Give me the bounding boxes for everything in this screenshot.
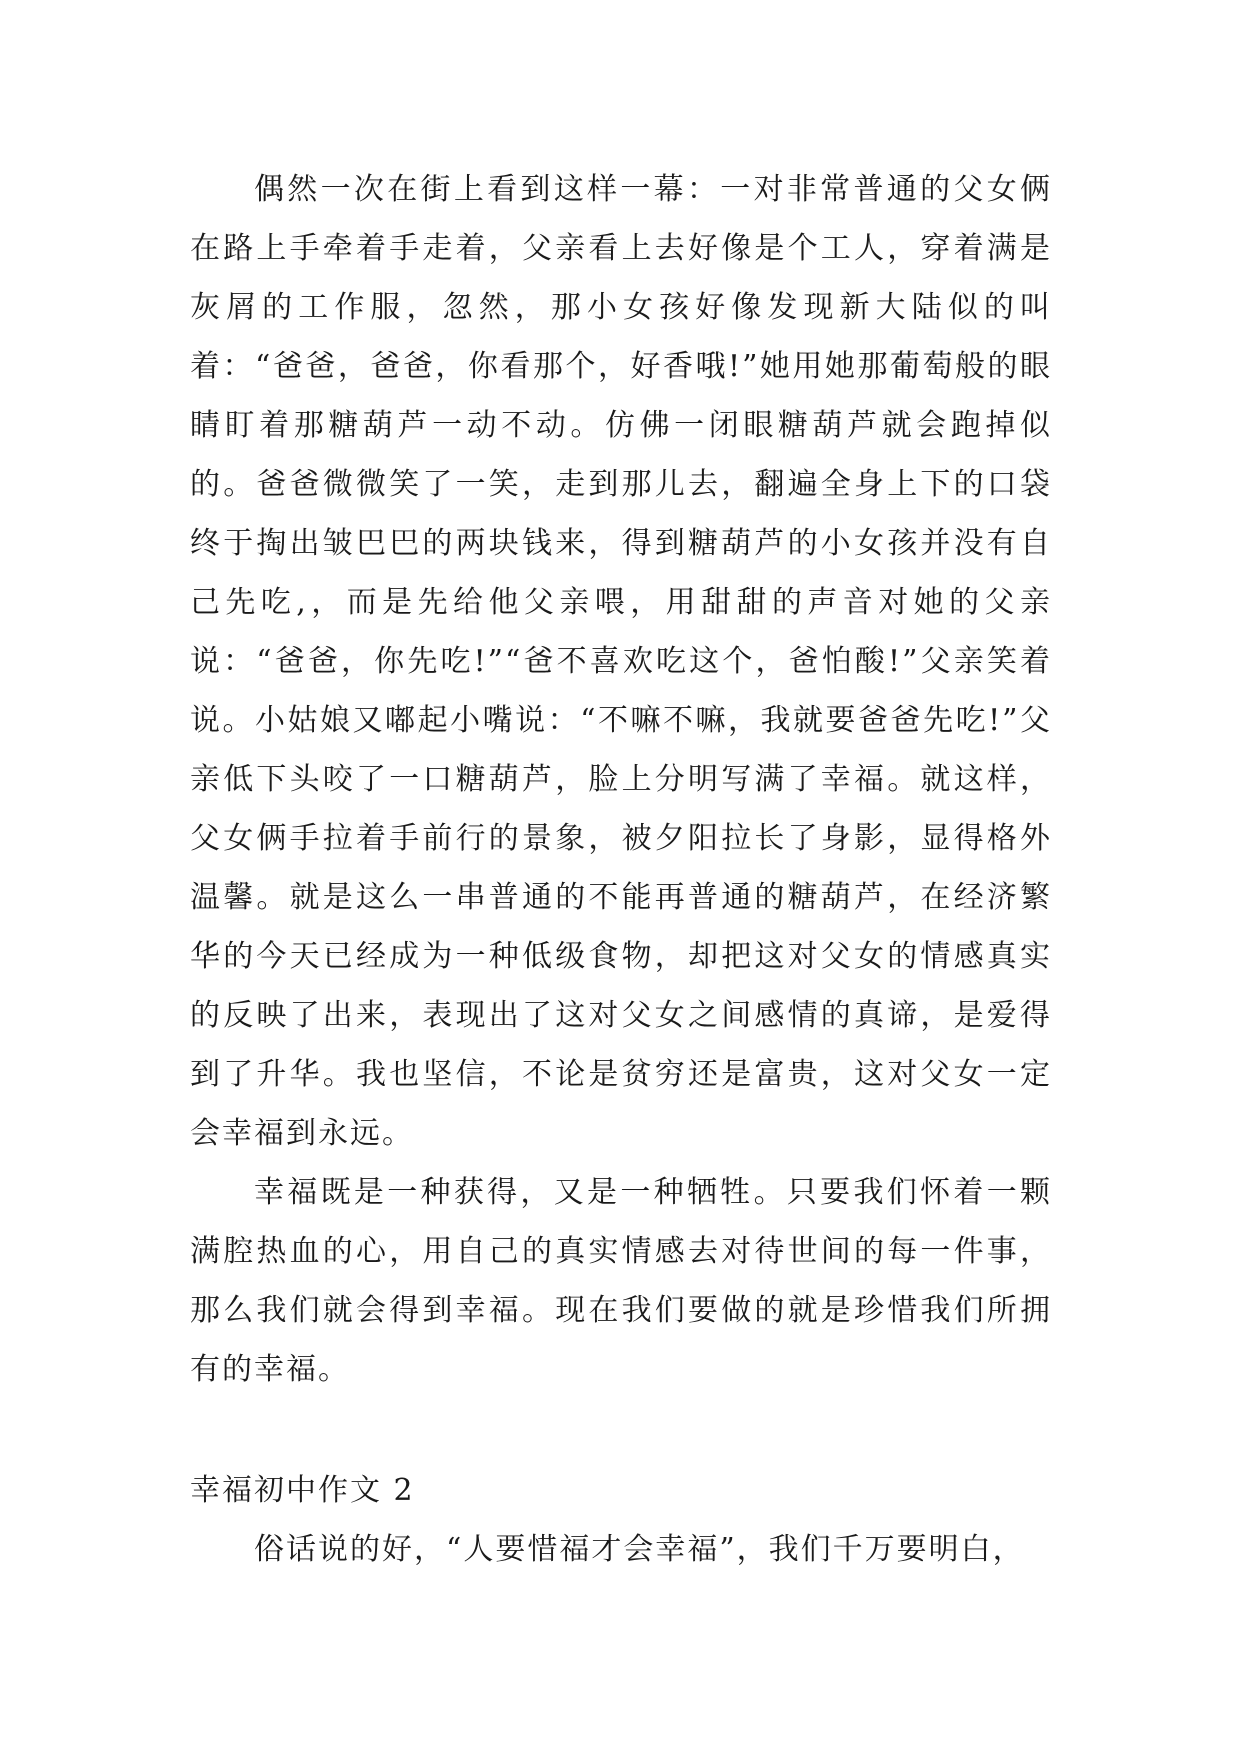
paragraph-conclusion: 幸福既是一种获得，又是一种牺牲。只要我们怀着一颗满腔热血的心，用自己的真实情感去对待世间的每一件事，那么我们就会得到幸福。现在我们要做的就是珍惜我们所拥有的幸福。 xyxy=(190,1175,1052,1387)
paragraph-section-2-intro: 俗话说的好，“人要惜福才会幸福”，我们千万要明白， xyxy=(254,1532,1025,1567)
paragraph-story: 偶然一次在街上看到这样一幕：一对非常普通的父女俩在路上手牵着手走着，父亲看上去好像是个工人，穿着满是灰屑的工作服，忽然，那小女孩好像发现新大陆似的叫着：“爸爸，爸爸，你看那个，好香哦!”她用她那葡萄般的眼睛盯着那糖葫芦一动不动。仿佛一闭眼糖葫芦就会跑掉似的。爸爸微微笑了一笑，走到那儿去，翻遍全身上下的口袋终于掏出皱巴巴的两块钱来，得到糖葫芦的小女孩并没有自己先吃,，而是先给他父亲喂，用甜甜的声音对她的父亲说：“爸爸，你先吃!”“爸不喜欢吃这个，爸怕酸!”父亲笑着说。小姑娘又嘟起小嘴说：“不嘛不嘛，我就要爸爸先吃!”父亲低下头咬了一口糖葫芦，脸上分明写满了幸福。就这样，父女俩手拉着手前行的景象，被夕阳拉长了身影，显得格外温馨。就是这么一串普通的不能再普通的糖葫芦，在经济繁华的今天已经成为一种低级食物，却把这对父女的情感真实的反映了出来，表现出了这对父女之间感情的真谛，是爱得到了升华。我也坚信，不论是贫穷还是富贵，这对父女一定会幸福到永远。 xyxy=(190,172,1052,1151)
document-body xyxy=(190,160,1052,1579)
section-heading: 幸福初中作文 2 xyxy=(190,1473,415,1508)
